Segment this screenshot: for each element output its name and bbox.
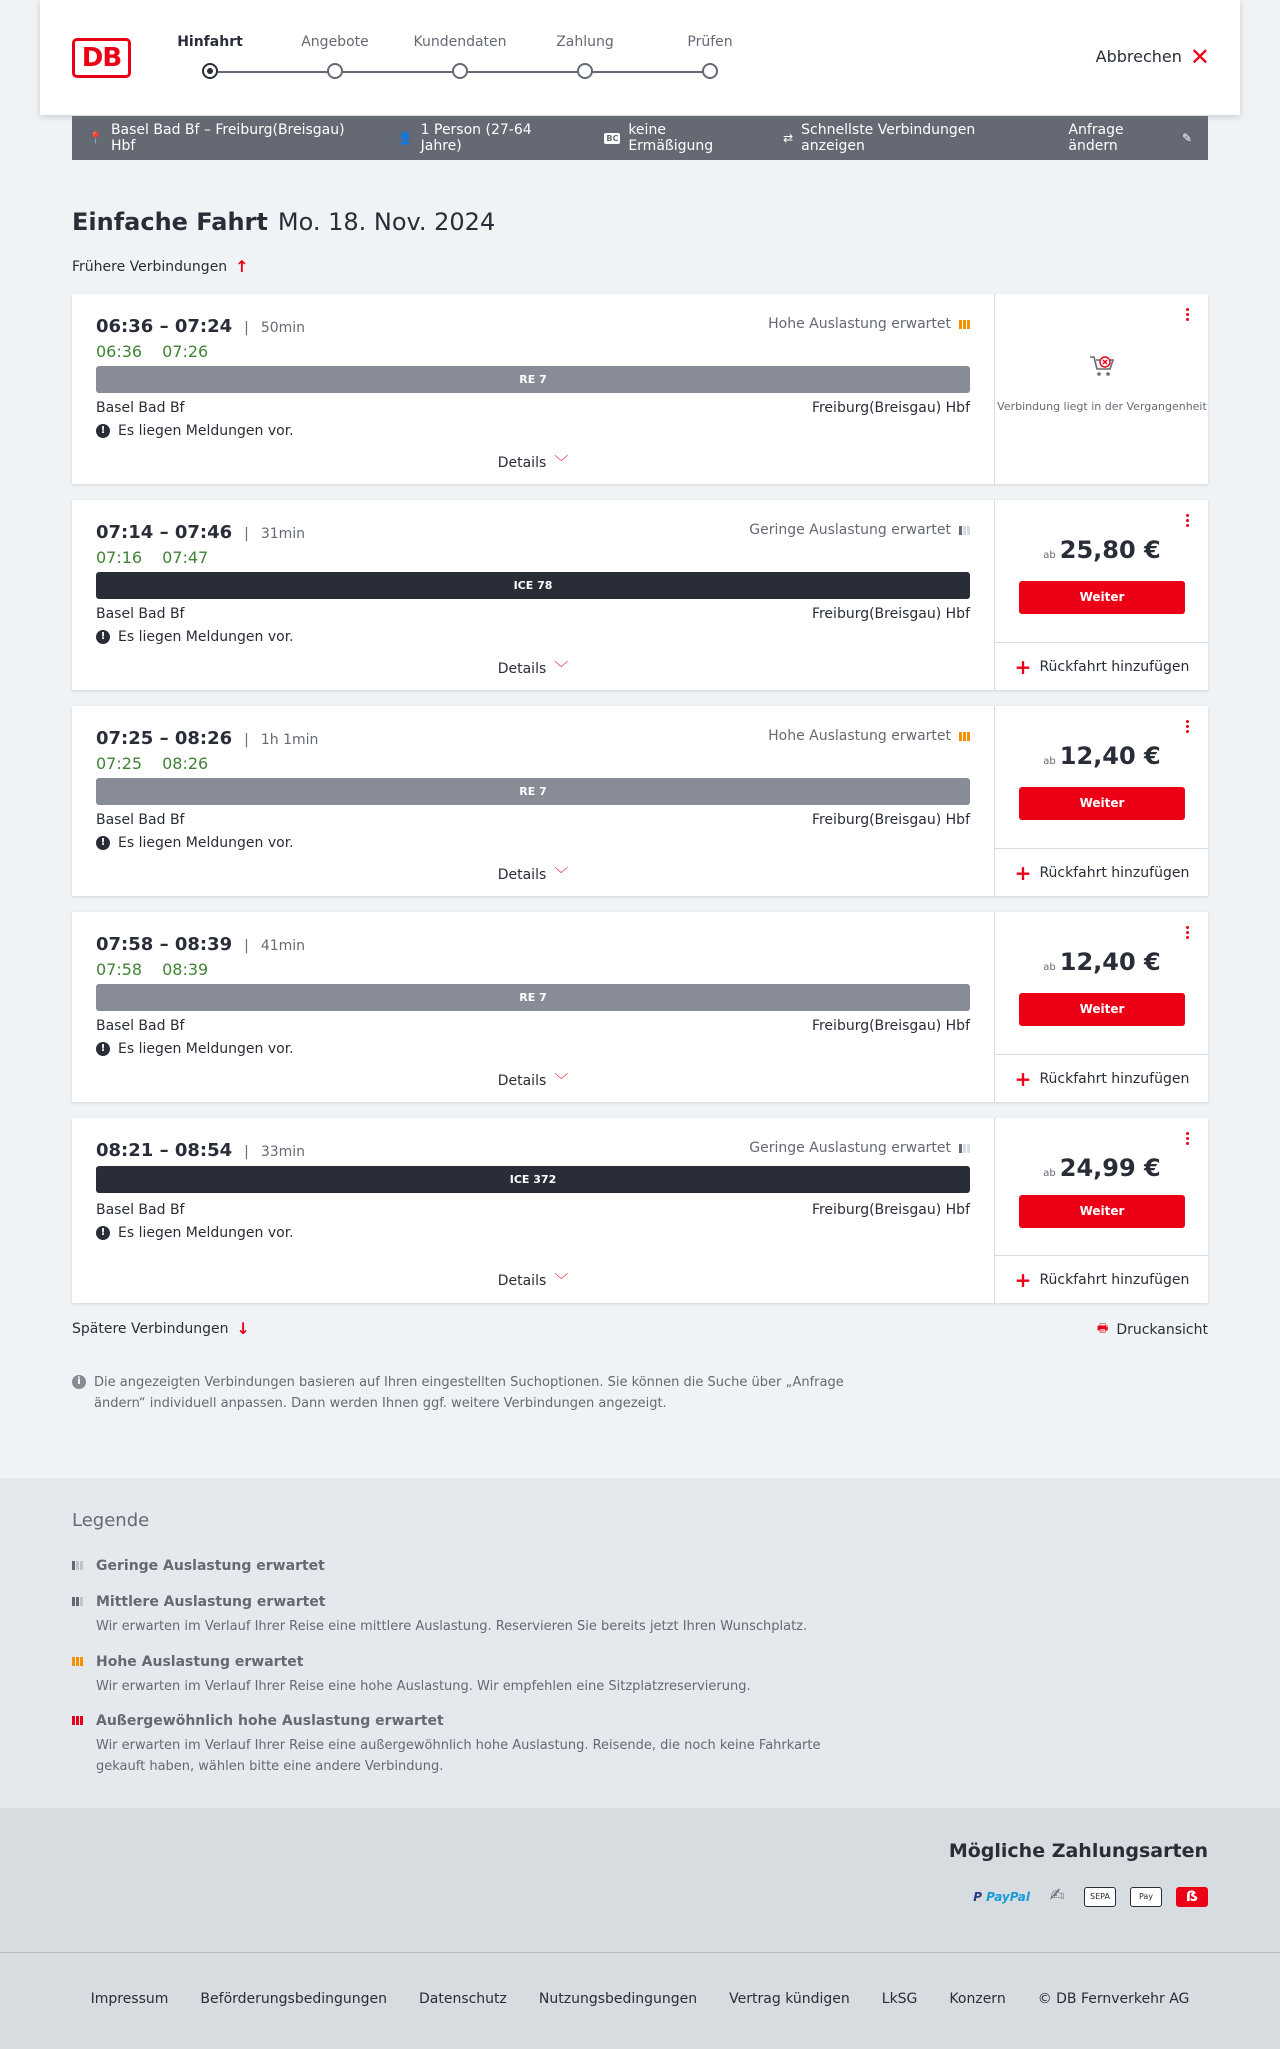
high-occupancy-icon xyxy=(959,320,970,329)
print-view-link[interactable]: 🖶 Druckansicht xyxy=(1097,1319,1208,1340)
exclamation-icon: ! xyxy=(96,1226,110,1240)
arrow-up-icon: ↑ xyxy=(235,257,249,276)
site-footer xyxy=(0,1952,1280,2049)
footer-link-konzern[interactable]: Konzern xyxy=(949,1991,1006,2007)
price: ab 24,99 € xyxy=(1043,1154,1161,1182)
page-title: Einfache Fahrt Mo. 18. Nov. 2024 xyxy=(72,208,496,236)
occupancy-indicator: Geringe Auslastung erwartet xyxy=(749,1140,970,1156)
realtime-times: 07:58 08:39 xyxy=(96,960,209,979)
bahncard-icon: BC xyxy=(606,133,619,143)
location-pin-icon: 📍 xyxy=(88,131,103,145)
station-row: Basel Bad Bf Freiburg(Breisgau) Hbf xyxy=(96,1202,970,1218)
low-occupancy-icon xyxy=(72,1561,83,1570)
discount-summary: BC keine Ermäßigung xyxy=(606,122,714,154)
booking-header xyxy=(40,0,1240,115)
legend-item: Hohe Auslastung erwartet Wir erwarten im Verlauf Ihrer Reise eine hohe Auslastung. Wir empfehlen eine Sitzplatzreservierung. xyxy=(72,1654,852,1697)
exclamation-icon: ! xyxy=(96,424,110,438)
train-bar[interactable]: ICE 372 xyxy=(96,1166,970,1193)
step-zahlung: Zahlung xyxy=(525,34,645,56)
add-return-trip-button[interactable]: + Rückfahrt hinzufügen xyxy=(995,1255,1209,1303)
realtime-times: 07:16 07:47 xyxy=(96,548,209,567)
high-occupancy-icon xyxy=(959,732,970,741)
close-icon: ✕ xyxy=(1189,42,1210,71)
details-toggle[interactable]: Details ﹀ xyxy=(497,1273,569,1289)
messages-notice: ! Es liegen Meldungen vor. xyxy=(96,835,294,851)
occupancy-indicator: Hohe Auslastung erwartet xyxy=(768,728,970,744)
realtime-times: 07:25 08:26 xyxy=(96,754,209,773)
station-row: Basel Bad Bf Freiburg(Breisgau) Hbf xyxy=(96,812,970,828)
train-bar[interactable]: ICE 78 xyxy=(96,572,970,599)
step-kundendaten: Kundendaten xyxy=(400,34,520,56)
footer-copyright: © DB Fernverkehr AG xyxy=(1037,1991,1190,2007)
messages-notice: ! Es liegen Meldungen vor. xyxy=(96,1041,294,1057)
connection-card xyxy=(72,912,1208,1102)
legend-item: Außergewöhnlich hohe Auslastung erwartet Wir erwarten im Verlauf Ihrer Reise eine außergewöhnlich hohe Auslastung. Reisende, die noch keine Fahrkarte gekauft haben, wählen bitte eine andere Verbindung. xyxy=(72,1713,852,1777)
chevron-down-icon: ﹀ xyxy=(554,1273,569,1289)
later-connections-link[interactable]: Spätere Verbindungen ↓ xyxy=(72,1319,250,1338)
exclamation-icon: ! xyxy=(96,1042,110,1056)
details-toggle[interactable]: Details ﹀ xyxy=(497,867,569,883)
plus-icon: + xyxy=(1014,860,1032,885)
exceptional-occupancy-icon xyxy=(72,1716,83,1725)
route-summary: 📍 Basel Bad Bf – Freiburg(Breisgau) Hbf xyxy=(88,122,345,154)
legend-item: Mittlere Auslastung erwartet Wir erwarten im Verlauf Ihrer Reise eine mittlere Auslastung. Reservieren Sie bereits jetzt Ihren Wunschplatz. xyxy=(72,1594,852,1637)
station-row: Basel Bad Bf Freiburg(Breisgau) Hbf xyxy=(96,1018,970,1034)
search-summary-bar xyxy=(72,116,1208,160)
pencil-icon: ✎ xyxy=(1181,131,1192,145)
messages-notice: ! Es liegen Meldungen vor. xyxy=(96,423,294,439)
swap-arrows-icon: ⇄ xyxy=(783,131,794,145)
exclamation-icon: ! xyxy=(96,836,110,850)
connection-card xyxy=(72,294,1208,484)
cancel-button[interactable]: Abbrechen ✕ xyxy=(1095,42,1210,71)
medium-occupancy-icon xyxy=(72,1597,83,1606)
low-occupancy-icon xyxy=(959,526,970,535)
occupancy-indicator: Geringe Auslastung erwartet xyxy=(749,522,970,538)
payment-methods-section xyxy=(0,1808,1280,1952)
continue-button[interactable]: Weiter xyxy=(1019,787,1185,820)
high-occupancy-icon xyxy=(72,1657,83,1666)
connection-card xyxy=(72,706,1208,896)
low-occupancy-icon xyxy=(959,1144,970,1153)
train-bar[interactable]: RE 7 xyxy=(96,778,970,805)
footer-link-nutzungsbedingungen[interactable]: Nutzungsbedingungen xyxy=(538,1991,698,2007)
more-options-icon[interactable] xyxy=(1186,1132,1190,1145)
connection-times: 08:21 – 08:54 | 33min xyxy=(96,1140,306,1161)
connection-card xyxy=(72,500,1208,690)
price: ab 25,80 € xyxy=(1043,536,1161,564)
station-row: Basel Bad Bf Freiburg(Breisgau) Hbf xyxy=(96,606,970,622)
add-return-trip-button[interactable]: + Rückfahrt hinzufügen xyxy=(995,1054,1209,1102)
chevron-down-icon: ﹀ xyxy=(554,661,569,677)
footer-link-impressum[interactable]: Impressum xyxy=(90,1991,169,2007)
more-options-icon[interactable] xyxy=(1186,308,1190,321)
fastest-connections-toggle[interactable]: ⇄ Schnellste Verbindungen anzeigen xyxy=(783,122,976,154)
price: ab 12,40 € xyxy=(1043,948,1161,976)
chevron-down-icon: ﹀ xyxy=(554,1073,569,1089)
legend-title: Legende xyxy=(72,1510,150,1531)
details-toggle[interactable]: Details ﹀ xyxy=(497,1073,569,1089)
details-toggle[interactable]: Details ﹀ xyxy=(497,661,569,677)
db-logo[interactable]: DB xyxy=(72,38,131,78)
details-toggle[interactable]: Details ﹀ xyxy=(497,455,569,471)
messages-notice: ! Es liegen Meldungen vor. xyxy=(96,1225,294,1241)
continue-button[interactable]: Weiter xyxy=(1019,993,1185,1026)
connection-times: 07:58 – 08:39 | 41min xyxy=(96,934,306,955)
connection-times: 07:14 – 07:46 | 31min xyxy=(96,522,306,543)
info-icon: i xyxy=(72,1375,86,1389)
train-bar[interactable]: RE 7 xyxy=(96,366,970,393)
exclamation-icon: ! xyxy=(96,630,110,644)
passenger-summary: 👤 1 Person (27-64 Jahre) xyxy=(397,122,532,154)
plus-icon: + xyxy=(1014,1267,1032,1292)
more-options-icon[interactable] xyxy=(1186,514,1190,527)
chevron-down-icon: ﹀ xyxy=(554,867,569,883)
footer-link-lksg[interactable]: LkSG xyxy=(881,1991,918,2007)
footer-link-datenschutz[interactable]: Datenschutz xyxy=(418,1991,507,2007)
printer-icon: 🖶 xyxy=(1097,1321,1109,1335)
more-options-icon[interactable] xyxy=(1186,926,1190,939)
occupancy-indicator: Hohe Auslastung erwartet xyxy=(768,316,970,332)
sepa-icon: SEPA xyxy=(1084,1887,1116,1907)
connection-times: 06:36 – 07:24 | 50min xyxy=(96,316,306,337)
messages-notice: ! Es liegen Meldungen vor. xyxy=(96,629,294,645)
connection-card xyxy=(72,1118,1208,1303)
chevron-down-icon: ﹀ xyxy=(554,455,569,471)
payment-methods-title: Mögliche Zahlungsarten xyxy=(948,1840,1208,1862)
price: ab 12,40 € xyxy=(1043,742,1161,770)
arrow-down-icon: ↓ xyxy=(236,1319,250,1338)
plus-icon: + xyxy=(1014,1066,1032,1091)
step-pruefen: Prüfen xyxy=(650,34,770,56)
realtime-times: 06:36 07:26 xyxy=(96,342,209,361)
add-return-trip-button[interactable]: + Rückfahrt hinzufügen xyxy=(995,642,1209,690)
train-bar[interactable]: RE 7 xyxy=(96,984,970,1011)
person-icon: 👤 xyxy=(397,131,413,145)
past-connection-notice: Verbindung liegt in der Vergangenheit xyxy=(997,400,1207,413)
legend-item: Geringe Auslastung erwartet xyxy=(72,1558,852,1574)
paypal-icon: P PayPal xyxy=(973,1890,1030,1904)
more-options-icon[interactable] xyxy=(1186,720,1190,733)
db-card-icon: ẞ xyxy=(1176,1887,1208,1907)
change-request-button[interactable]: Anfrage ändern ✎ xyxy=(1068,122,1192,154)
apple-pay-icon: Pay xyxy=(1130,1887,1162,1907)
earlier-connections-link[interactable]: Frühere Verbindungen ↑ xyxy=(72,257,249,276)
plus-icon: + xyxy=(1014,654,1032,679)
legend-section xyxy=(0,1478,1280,1808)
cart-unavailable-icon xyxy=(1088,354,1116,378)
footer-link-befoerderungsbedingungen[interactable]: Beförderungsbedingungen xyxy=(200,1991,387,2007)
step-hinfahrt: Hinfahrt xyxy=(150,34,270,56)
footer-link-vertrag-kuendigen[interactable]: Vertrag kündigen xyxy=(729,1991,850,2007)
add-return-trip-button[interactable]: + Rückfahrt hinzufügen xyxy=(995,848,1209,896)
connection-times: 07:25 – 08:26 | 1h 1min xyxy=(96,728,319,749)
step-angebote: Angebote xyxy=(275,34,395,56)
direct-debit-icon: ✍ xyxy=(1049,1885,1065,1906)
station-row: Basel Bad Bf Freiburg(Breisgau) Hbf xyxy=(96,400,970,416)
continue-button[interactable]: Weiter xyxy=(1019,1195,1185,1228)
continue-button[interactable]: Weiter xyxy=(1019,581,1185,614)
search-info-note: i Die angezeigten Verbindungen basieren auf Ihren eingestellten Suchoptionen. Sie können die Suche über „Anfrage ändern“ individuell anpassen. Dann werden Ihnen ggf. weitere Verbindungen angezeigt. xyxy=(72,1372,852,1414)
